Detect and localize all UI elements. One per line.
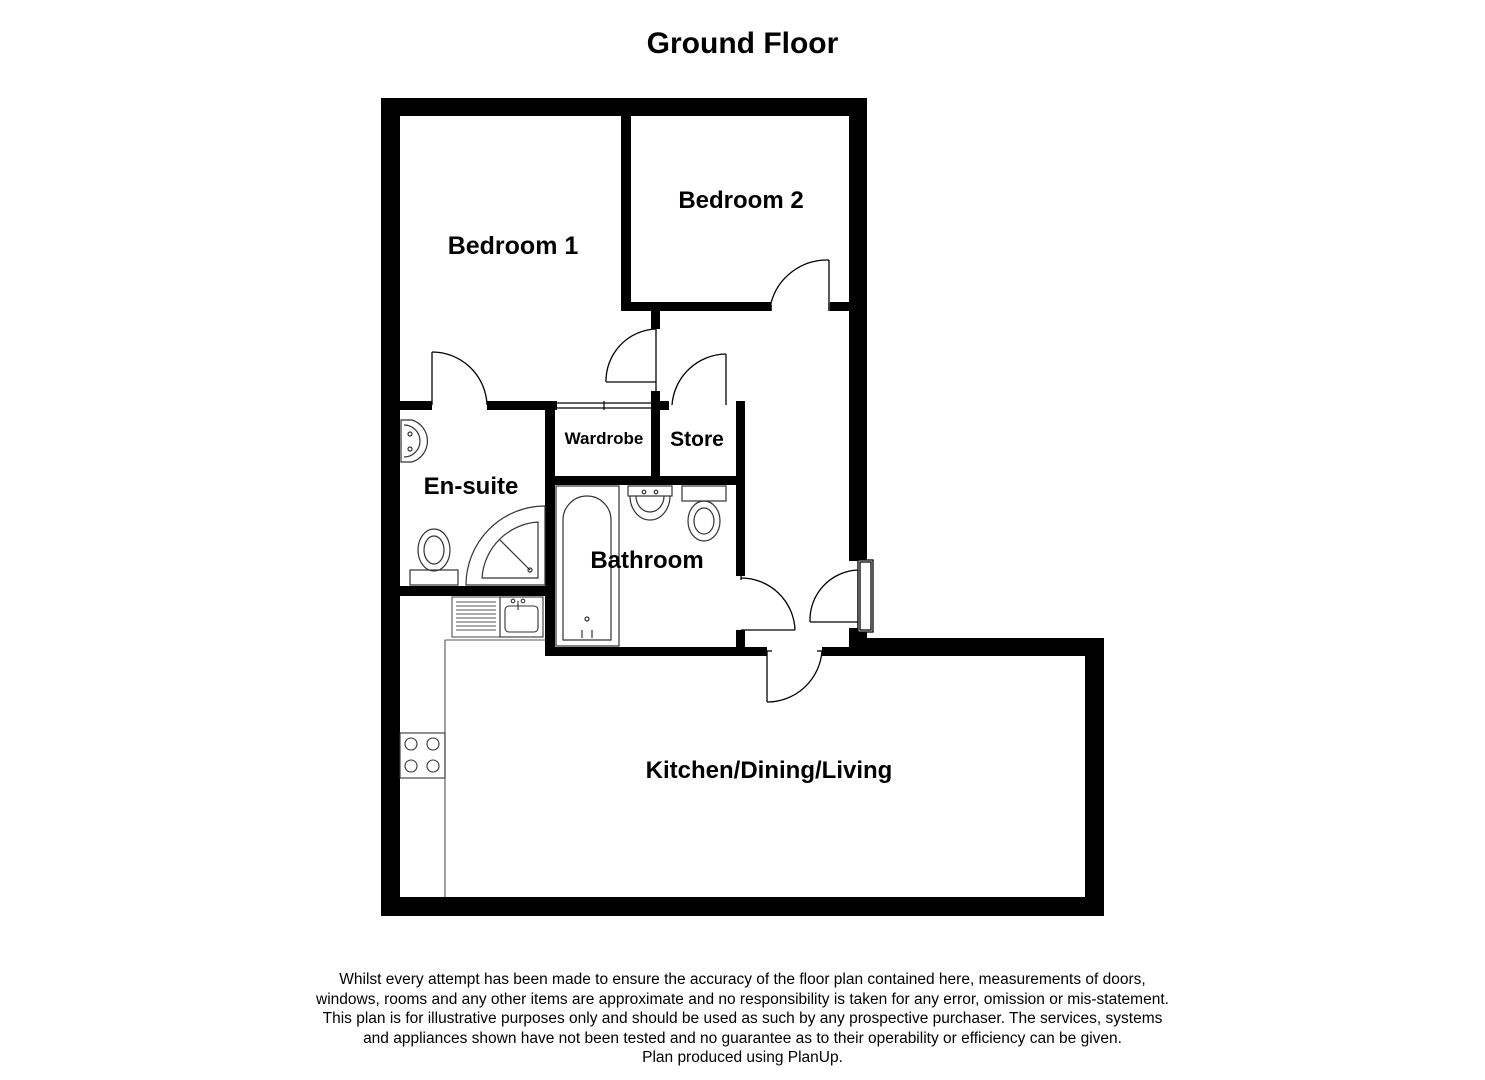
room-label-en-suite: En-suite	[423, 473, 519, 500]
room-label-wardrobe: Wardrobe	[564, 429, 644, 448]
bathroom-toilet-icon	[682, 486, 726, 541]
kitchen-sink-icon	[500, 597, 543, 637]
disclaimer-line: This plan is for illustrative purposes only and should be used as such by any prospective purchaser. The services, systems	[322, 1010, 1163, 1027]
room-label-store: Store	[670, 428, 724, 451]
disclaimer	[0, 970, 1485, 1068]
en-suite-door	[432, 352, 487, 405]
disclaimer-line: windows, rooms and any other items are approximate and no responsibility is taken for any error, omission or mis-statement.	[316, 990, 1169, 1008]
room-label-bedroom-2: Bedroom 2	[678, 187, 804, 214]
hall-side-door	[810, 560, 873, 632]
bathroom-sink-icon	[628, 486, 672, 520]
wardrobe-sliding-door	[557, 401, 651, 410]
room-label-bedroom-1: Bedroom 1	[447, 232, 579, 260]
room-label-bathroom: Bathroom	[590, 547, 704, 574]
entrance-door	[762, 651, 827, 702]
en-suite-toilet-icon	[410, 529, 458, 585]
disclaimer-line: and appliances shown have not been tested and no guarantee as to their operability or efficiency can be given.	[363, 1029, 1122, 1047]
room-label-kitchen-dining-living: Kitchen/Dining/Living	[645, 757, 893, 784]
en-suite-fixtures	[401, 420, 545, 585]
bedroom-1-door	[606, 329, 656, 391]
bathroom-door	[741, 576, 795, 630]
plan-title: Ground Floor	[646, 27, 839, 60]
bedroom-2-door	[771, 260, 829, 311]
en-suite-basin-icon	[401, 420, 427, 462]
en-suite-shower-icon	[466, 506, 545, 585]
disclaimer-line: Plan produced using PlanUp.	[642, 1049, 843, 1066]
kitchen-drainer-icon	[452, 597, 500, 637]
disclaimer-line: Whilst every attempt has been made to ensure the accuracy of the floor plan contained here, measurements of doors,	[339, 971, 1146, 988]
kitchen-fixtures	[400, 597, 545, 897]
store-door	[672, 354, 726, 405]
hob-icon	[400, 733, 445, 778]
